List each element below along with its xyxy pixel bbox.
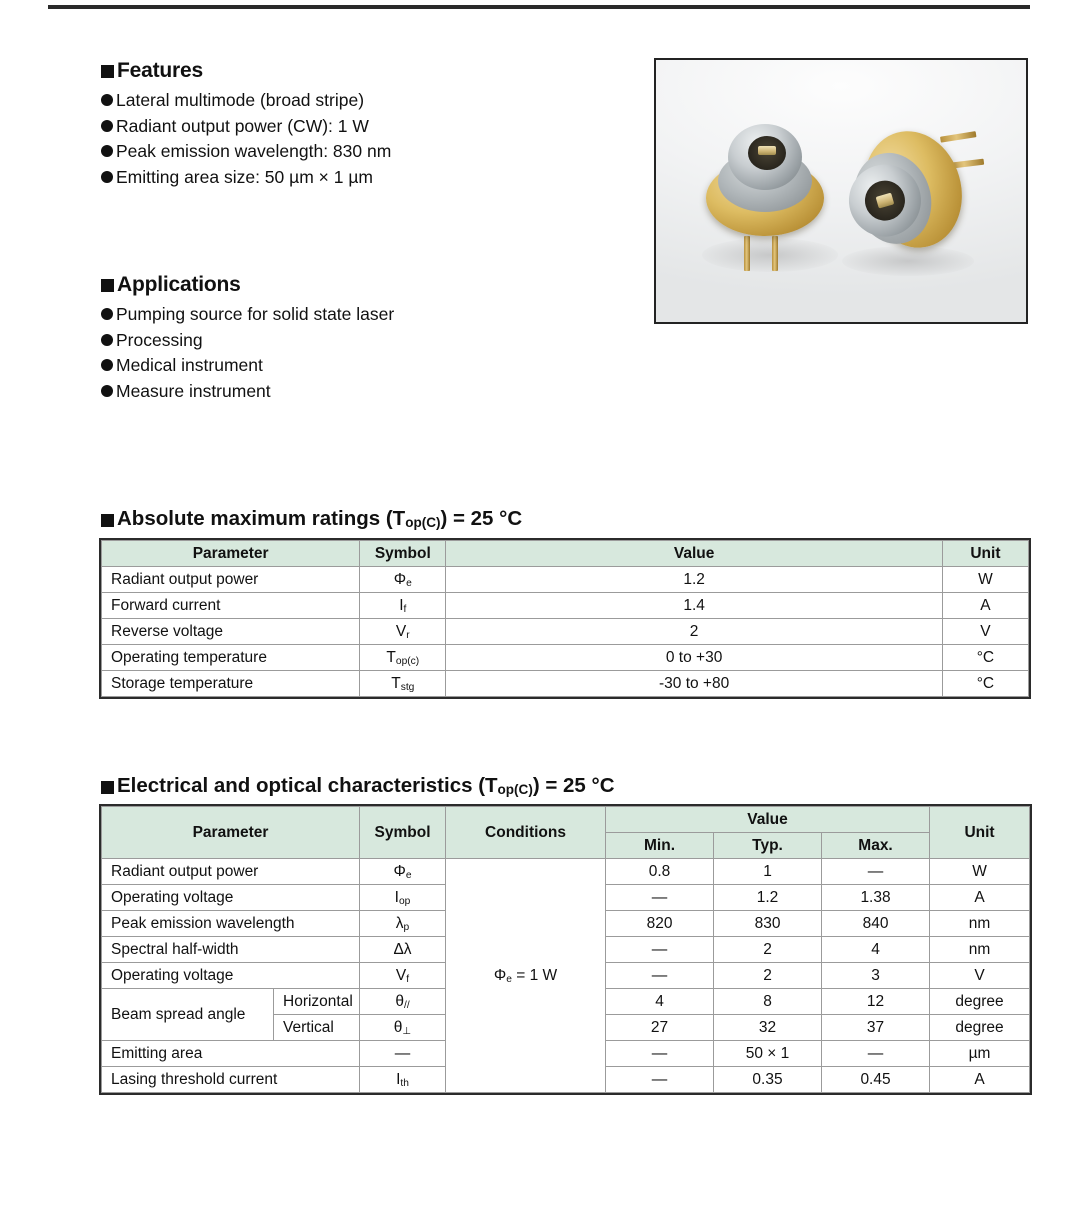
eoc-r0-max: —	[822, 859, 930, 885]
disc-bullet-icon	[101, 334, 113, 346]
eoc-r5-unit: degree	[930, 989, 1030, 1015]
square-bullet-icon	[101, 781, 114, 794]
eoc-r4-max: 3	[822, 963, 930, 989]
eoc-title-subscript: op(C)	[497, 782, 533, 798]
eoc-r7-symbol: —	[360, 1041, 446, 1067]
eoc-r5-typ: 8	[714, 989, 822, 1015]
amr-title-subscript: op(C)	[405, 515, 441, 531]
features-heading-label: Features	[117, 59, 203, 82]
eoc-r2-max: 840	[822, 911, 930, 937]
table-row	[102, 619, 1029, 645]
features-item-2: Peak emission wavelength: 830 nm	[116, 141, 392, 162]
features-item-3: Emitting area size: 50 µm × 1 µm	[116, 166, 373, 187]
disc-bullet-icon	[101, 385, 113, 397]
eoc-col-typ: Typ.	[714, 833, 822, 859]
eoc-r0-symbol: $\Phi_e$	[360, 859, 446, 885]
eoc-r3-symbol: Δλ	[360, 937, 446, 963]
applications-item-0: Pumping source for solid state laser	[116, 304, 395, 325]
amr-r1-unit: A	[942, 593, 1028, 619]
eoc-r8-parameter: Lasing threshold current	[102, 1067, 360, 1093]
applications-list	[101, 302, 621, 404]
table-row	[102, 593, 1029, 619]
amr-r3-unit: °C	[942, 645, 1028, 671]
eoc-r8-min: —	[606, 1067, 714, 1093]
amr-r0-value: 1.2	[446, 567, 943, 593]
amr-col-symbol: Symbol	[360, 541, 446, 567]
eoc-r5-parameter: Beam spread angle	[102, 989, 274, 1041]
eoc-r6-unit: degree	[930, 1015, 1030, 1041]
eoc-r4-unit: V	[930, 963, 1030, 989]
amr-r1-symbol: $I_f$	[360, 593, 446, 619]
page-top-rule	[48, 5, 1030, 9]
features-heading	[101, 58, 621, 83]
eoc-r7-max: —	[822, 1041, 930, 1067]
amr-r0-unit: W	[942, 567, 1028, 593]
amr-col-unit: Unit	[942, 541, 1028, 567]
list-item	[101, 114, 621, 140]
eoc-r1-min: —	[606, 885, 714, 911]
amr-r3-parameter: Operating temperature	[102, 645, 360, 671]
square-bullet-icon	[101, 65, 114, 78]
applications-item-1: Processing	[116, 329, 203, 350]
amr-r3-symbol: $T_{op(c)}$	[360, 645, 446, 671]
amr-r3-value: 0 to +30	[446, 645, 943, 671]
table-header-row	[102, 807, 1030, 833]
features-item-1: Radiant output power (CW): 1 W	[116, 115, 369, 136]
eoc-col-symbol: Symbol	[360, 807, 446, 859]
product-photo	[654, 58, 1028, 324]
eoc-r1-unit: A	[930, 885, 1030, 911]
eoc-r2-min: 820	[606, 911, 714, 937]
eoc-r5-symbol: $\theta_{//}$	[360, 989, 446, 1015]
eoc-r8-max: 0.45	[822, 1067, 930, 1093]
amr-r0-parameter: Radiant output power	[102, 567, 360, 593]
disc-bullet-icon	[101, 145, 113, 157]
amr-r2-symbol: $V_r$	[360, 619, 446, 645]
amr-r4-parameter: Storage temperature	[102, 671, 360, 697]
eoc-col-min: Min.	[606, 833, 714, 859]
diode-pin	[772, 236, 778, 271]
eoc-r2-unit: nm	[930, 911, 1030, 937]
eoc-r0-unit: W	[930, 859, 1030, 885]
eoc-r0-parameter: Radiant output power	[102, 859, 360, 885]
eoc-r3-parameter: Spectral half-width	[102, 937, 360, 963]
list-item	[101, 302, 621, 328]
eoc-r6-typ: 32	[714, 1015, 822, 1041]
amr-title-suffix: ) = 25 °C	[440, 507, 523, 530]
disc-bullet-icon	[101, 308, 113, 320]
amr-r0-symbol: $\Phi_e$	[360, 567, 446, 593]
applications-item-3: Measure instrument	[116, 380, 271, 401]
diode-chip	[758, 146, 776, 155]
eoc-col-unit: Unit	[930, 807, 1030, 859]
list-item	[101, 88, 621, 114]
eoc-r1-max: 1.38	[822, 885, 930, 911]
applications-heading-label: Applications	[117, 273, 241, 296]
eoc-r7-unit: µm	[930, 1041, 1030, 1067]
absolute-maximum-ratings-title	[101, 507, 522, 531]
eoc-col-max: Max.	[822, 833, 930, 859]
list-item	[101, 328, 621, 354]
disc-bullet-icon	[101, 94, 113, 106]
square-bullet-icon	[101, 514, 114, 527]
eoc-r3-max: 4	[822, 937, 930, 963]
eoc-r6-min: 27	[606, 1015, 714, 1041]
features-section	[101, 58, 621, 190]
eoc-r4-typ: 2	[714, 963, 822, 989]
eoc-r1-symbol: $I_{op}$	[360, 885, 446, 911]
eoc-col-conditions: Conditions	[446, 807, 606, 859]
eoc-r2-symbol: $\lambda_p$	[360, 911, 446, 937]
eoc-r6-max: 37	[822, 1015, 930, 1041]
eoc-r3-typ: 2	[714, 937, 822, 963]
eoc-r0-min: 0.8	[606, 859, 714, 885]
eoc-r8-unit: A	[930, 1067, 1030, 1093]
eoc-r4-min: —	[606, 963, 714, 989]
electrical-optical-characteristics-title	[101, 774, 615, 798]
electrical-optical-characteristics-table	[101, 806, 1030, 1093]
eoc-r5-min: 4	[606, 989, 714, 1015]
amr-r4-symbol: $T_{stg}$	[360, 671, 446, 697]
eoc-r8-symbol: $I_{th}$	[360, 1067, 446, 1093]
eoc-title-prefix: Electrical and optical characteristics (T	[117, 774, 498, 797]
amr-r2-value: 2	[446, 619, 943, 645]
list-item	[101, 165, 621, 191]
eoc-r2-typ: 830	[714, 911, 822, 937]
table-row	[102, 567, 1029, 593]
amr-r1-parameter: Forward current	[102, 593, 360, 619]
amr-r1-value: 1.4	[446, 593, 943, 619]
eoc-col-value: Value	[606, 807, 930, 833]
features-item-0: Lateral multimode (broad stripe)	[116, 90, 365, 111]
amr-r4-value: -30 to +80	[446, 671, 943, 697]
eoc-r6-symbol: $\theta_\perp$	[360, 1015, 446, 1041]
diode-pin	[744, 236, 750, 271]
amr-col-value: Value	[446, 541, 943, 567]
eoc-r8-typ: 0.35	[714, 1067, 822, 1093]
photo-shadow-right	[842, 246, 974, 276]
eoc-r6-sublabel: Vertical	[274, 1015, 360, 1041]
eoc-conditions-cell: $\Phi_e = 1$ W	[446, 859, 606, 1093]
table-row	[102, 859, 1030, 885]
applications-item-2: Medical instrument	[116, 355, 263, 376]
disc-bullet-icon	[101, 120, 113, 132]
table-header-row	[102, 541, 1029, 567]
eoc-r0-typ: 1	[714, 859, 822, 885]
eoc-r4-symbol: $V_f$	[360, 963, 446, 989]
eoc-r7-parameter: Emitting area	[102, 1041, 360, 1067]
disc-bullet-icon	[101, 171, 113, 183]
eoc-r3-unit: nm	[930, 937, 1030, 963]
list-item	[101, 353, 621, 379]
table-row	[102, 645, 1029, 671]
features-list	[101, 88, 621, 190]
eoc-r7-min: —	[606, 1041, 714, 1067]
amr-col-parameter: Parameter	[102, 541, 360, 567]
amr-title-prefix: Absolute maximum ratings (T	[117, 507, 406, 530]
eoc-title-suffix: ) = 25 °C	[532, 774, 615, 797]
eoc-r7-typ: 50 × 1	[714, 1041, 822, 1067]
absolute-maximum-ratings-table	[101, 540, 1029, 697]
square-bullet-icon	[101, 279, 114, 292]
eoc-r5-sublabel: Horizontal	[274, 989, 360, 1015]
eoc-r5-max: 12	[822, 989, 930, 1015]
amr-r2-parameter: Reverse voltage	[102, 619, 360, 645]
eoc-r1-parameter: Operating voltage	[102, 885, 360, 911]
eoc-r1-typ: 1.2	[714, 885, 822, 911]
eoc-r3-min: —	[606, 937, 714, 963]
photo-shadow-left	[702, 238, 838, 272]
applications-heading	[101, 272, 621, 297]
amr-r4-unit: °C	[942, 671, 1028, 697]
list-item	[101, 139, 621, 165]
applications-section	[101, 272, 621, 404]
amr-r2-unit: V	[942, 619, 1028, 645]
eoc-r2-parameter: Peak emission wavelength	[102, 911, 360, 937]
table-row	[102, 671, 1029, 697]
disc-bullet-icon	[101, 359, 113, 371]
list-item	[101, 379, 621, 405]
eoc-r4-parameter: Operating voltage	[102, 963, 360, 989]
eoc-col-parameter: Parameter	[102, 807, 360, 859]
